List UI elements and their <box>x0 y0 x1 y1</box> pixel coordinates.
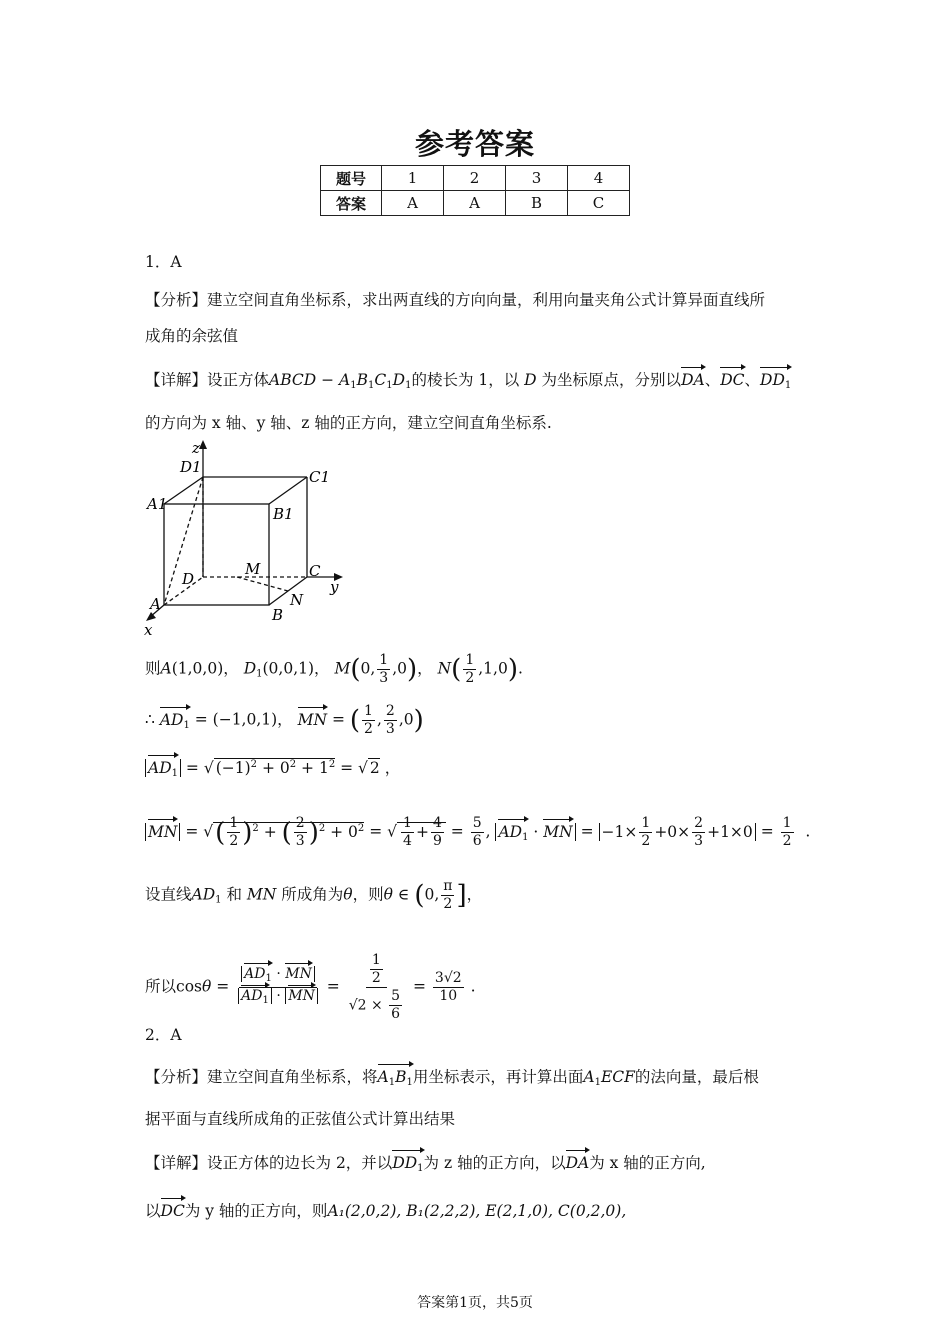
table-header-number: 题号 <box>321 166 382 191</box>
table-cell: 1 <box>382 166 444 191</box>
q1-detail-cont: 的方向为 x 轴、y 轴、z 轴的正方向，建立空间直角坐标系. <box>145 414 552 432</box>
fig-label: D1 <box>180 458 202 476</box>
q1-cos-result: 所以cosθ = $\frac{AD_1 \cdot MN}{AD_1 \cdot MN}$ = $\frac{1}{2}$ √2 × $\frac{5}{6}$ = $\frac{3√2}{10}$ . <box>145 952 476 1022</box>
analysis-text: 建立空间直角坐标系，求出两直线的方向向量，利用向量夹角公式计算异面直线所 <box>207 291 766 309</box>
q1-norm-mn: MN = √( $\frac{1}{2}$ )$^2$ + ( $\frac{2}{3}$ )$^2 + 0^2$ = √ $\frac{1}{4}$ + $\frac{4}{9}$ = $\frac{5}{6}$ , $AD_1$ · MN = −1× $\frac{1}{2}$ +0× $\frac{2}{3}$ +1×0 = $\frac{1}{2}$ . <box>145 815 810 850</box>
fig-label: z <box>192 439 200 457</box>
vector-dc: DC <box>720 371 745 389</box>
table-cell: C <box>568 191 630 216</box>
vector-da: DA <box>681 371 705 389</box>
q1-vectors: ∴ $AD_1 = (-1,0,1)$， MN = ( $\frac{1}{2}$ , $\frac{2}{3}$ ,0) <box>145 703 424 737</box>
cube-name: ABCD − $A_1B_1C_1D_1$ <box>269 371 412 391</box>
detail-text: 设正方体 <box>207 371 270 389</box>
page-footer: 答案第1页，共5页 <box>417 1295 533 1311</box>
table-header-answer: 答案 <box>321 191 382 216</box>
q1-detail: 【详解】设正方体ABCD − $A_1B_1C_1D_1$的棱长为 1，以 D 为坐标原点，分别以DA、DC、$DD_1$ <box>145 370 791 396</box>
q2-heading: 2．A <box>145 1026 182 1044</box>
coords-prefix: 则 <box>145 659 161 678</box>
detail-text: 为坐标原点，分别以 <box>541 371 682 389</box>
q1-analysis-cont: 成角的余弦值 <box>145 327 239 345</box>
fig-label: y <box>330 578 339 596</box>
answer-table <box>320 165 630 216</box>
cube-figure <box>140 437 360 642</box>
fig-label: M <box>245 560 261 578</box>
q1-angle-range: 设直线$AD_1$ 和 MN 所成角为θ，则θ ∈ (0, $\frac{\pi}{2}$ ]， <box>145 878 483 912</box>
therefore-symbol: ∴ <box>145 710 155 729</box>
fig-label: C1 <box>309 468 331 486</box>
fig-label: D <box>182 570 195 588</box>
table-cell: A <box>382 191 444 216</box>
q1-heading: 1．A <box>145 253 182 271</box>
analysis-tag: 【分析】 <box>145 291 208 309</box>
q2-detail-cont: 以DC为 y 轴的正方向，则A₁(2,0,2), B₁(2,2,2), E(2,1,0), C(0,2,0), <box>145 1202 627 1220</box>
q1-norm-ad1: $AD_1$ = √ $(-1)^2 + 0^2 + 1^2$ = √ 2 ， <box>145 755 400 784</box>
vector-dd1: $DD_1$ <box>760 370 791 396</box>
table-row <box>321 191 630 216</box>
fig-label: x <box>144 621 153 639</box>
origin-point: D <box>524 371 537 389</box>
table-cell: B <box>506 191 568 216</box>
detail-tag: 【详解】 <box>145 371 208 389</box>
page-title: 参考答案 <box>414 127 535 161</box>
q2-analysis: 【分析】建立空间直角坐标系，将$A_1B_1$用坐标表示，再计算出面$A_1ECF$的法向量，最后根 <box>145 1067 759 1093</box>
detail-text: 的棱长为 1，以 <box>411 371 520 389</box>
q2-detail: 【详解】设正方体的边长为 2，并以$DD_1$为 z 轴的正方向，以DA为 x 轴的正方向, <box>145 1153 706 1179</box>
fig-label: A <box>150 595 161 613</box>
table-cell: 3 <box>506 166 568 191</box>
q2-analysis-cont: 据平面与直线所成角的正弦值公式计算出结果 <box>145 1110 456 1128</box>
q1-coordinates: 则A(1,0,0)， $D_1(0,0,1)$， M(0, $\frac{1}{3}$ ,0)， N( $\frac{1}{2}$ ,1,0). <box>145 652 523 686</box>
fig-label: B1 <box>273 505 294 523</box>
fig-label: N <box>290 591 304 609</box>
q1-analysis <box>145 290 765 310</box>
fig-label: C <box>309 562 321 580</box>
table-cell: 2 <box>444 166 506 191</box>
table-row <box>321 166 630 191</box>
table-cell: 4 <box>568 166 630 191</box>
fig-label: A1 <box>147 495 168 513</box>
table-cell: A <box>444 191 506 216</box>
fig-label: B <box>272 606 284 624</box>
